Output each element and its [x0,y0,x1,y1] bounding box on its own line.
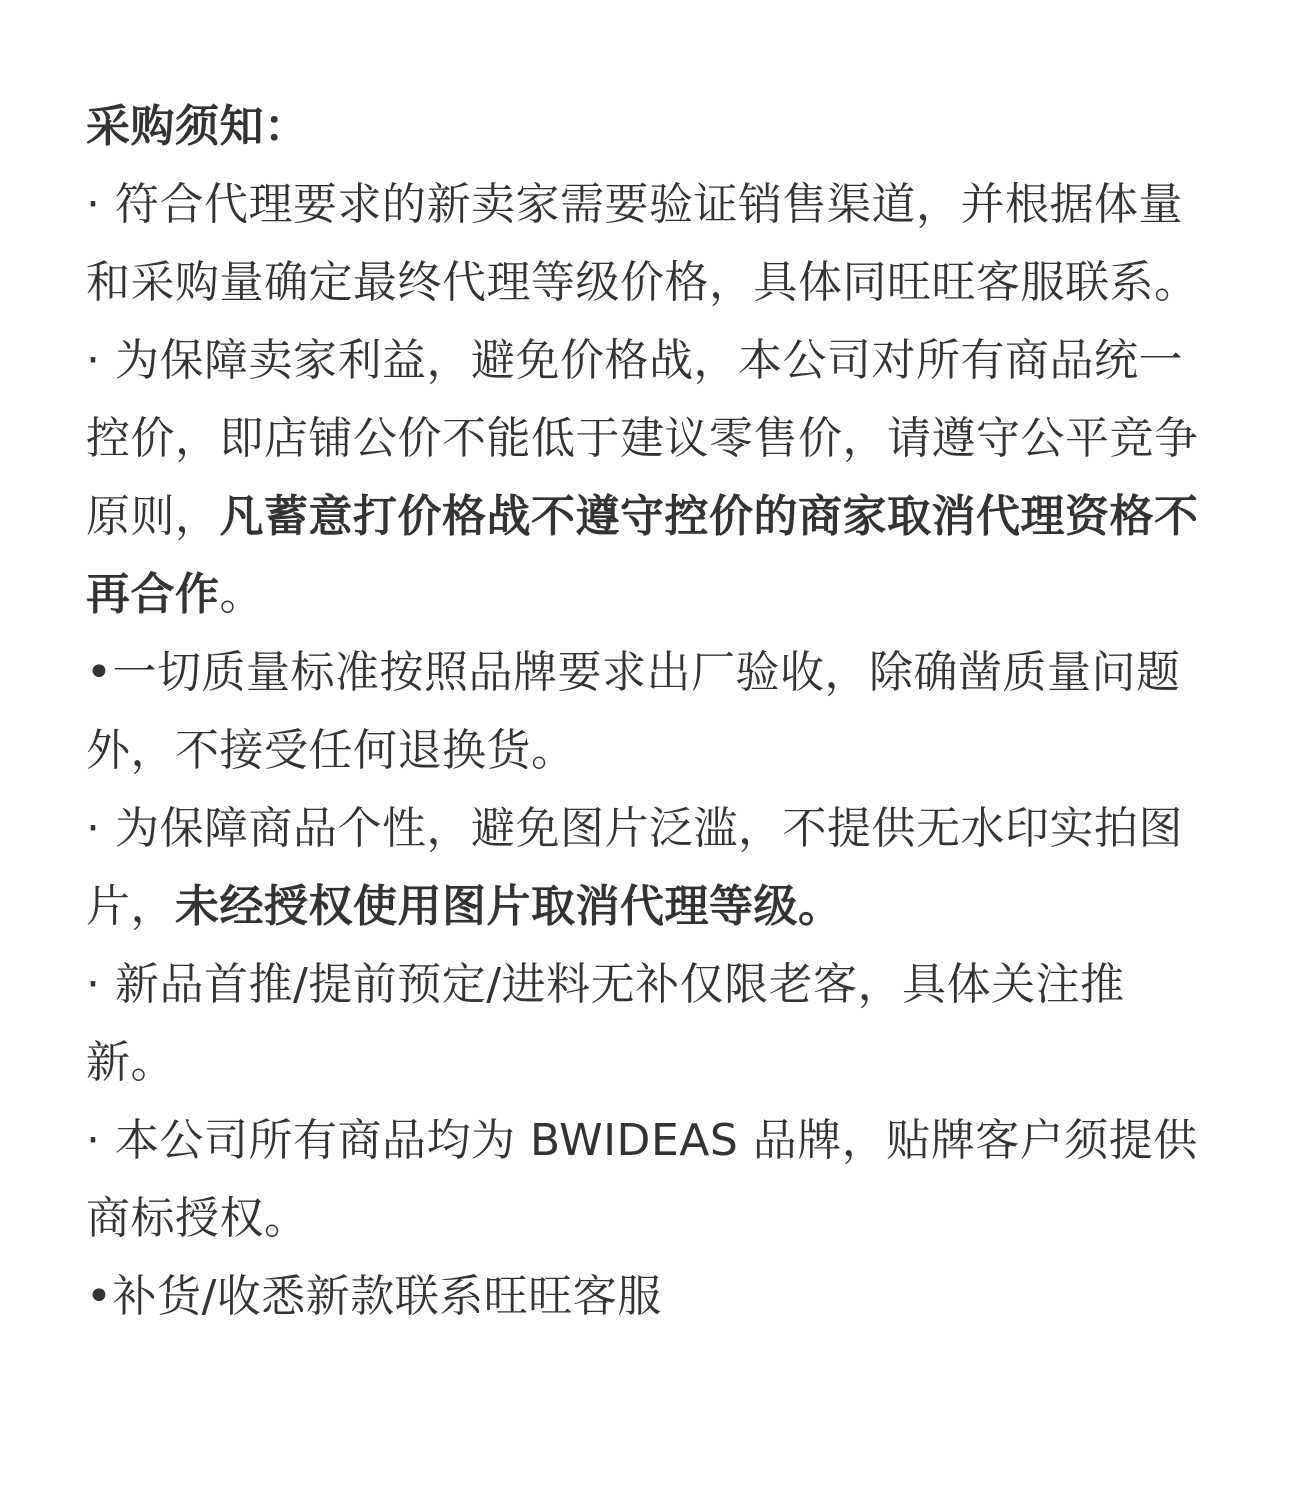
item-tail: 。 [219,569,264,620]
notice-item-price-control [86,322,1206,634]
item-emphasis: 凡蓄意打价格战不遵守控价的商家取消代理资格不再合作 [86,491,1199,620]
notice-item-agent-requirements [86,166,1206,322]
item-text: · 为保障卖家利益，避免价格战，本公司对所有商品统一控价，即店铺公价不能低于建议零售价，请遵守公平竞争原则， [86,335,1199,542]
item-text: · 为保障商品个性，避免图片泛滥，不提供无水印实拍图片， [86,803,1183,932]
notice-item-restock [86,1258,1206,1336]
purchase-notice [86,88,1206,1336]
item-text: · 本公司所有商品均为 BWIDEAS 品牌，贴牌客户须提供商标授权。 [86,1115,1198,1244]
item-emphasis: 未经授权使用图片取消代理等级。 [175,881,843,932]
notice-title: 采购须知： [86,101,309,152]
notice-item-quality [86,634,1206,790]
item-text: •一切质量标准按照品牌要求出厂验收，除确凿质量问题外，不接受任何退换货。 [86,647,1181,776]
item-text: · 新品首推/提前预定/进料无补仅限老客，具体关注推新。 [86,959,1125,1088]
item-text: · 符合代理要求的新卖家需要验证销售渠道，并根据体量和采购量确定最终代理等级价格，具体同旺旺客服联系。 [86,179,1199,308]
notice-item-images [86,790,1206,946]
notice-item-new-products [86,946,1206,1102]
item-text: •补货/收悉新款联系旺旺客服 [86,1271,662,1322]
notice-item-brand [86,1102,1206,1258]
